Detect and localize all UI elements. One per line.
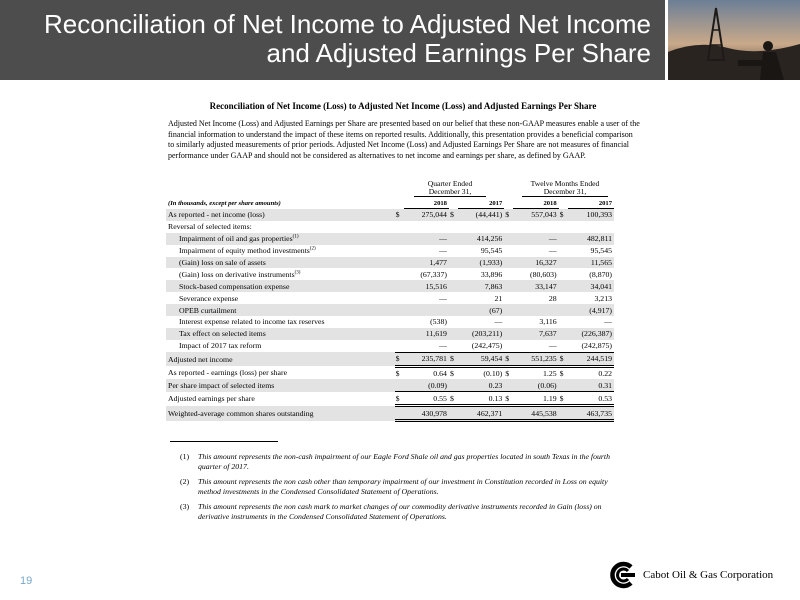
currency-symbol: $: [395, 352, 404, 366]
row-label: Reversal of selected items:: [168, 222, 252, 232]
cell-value: 33,896: [480, 269, 503, 279]
row-label: Interest expense related to income tax reserves: [179, 317, 325, 327]
currency-symbol: $: [449, 352, 458, 366]
cell-value: (242,475): [458, 340, 504, 352]
quarter-ended-line2: December 31,: [414, 188, 486, 197]
cell-value: 1,477: [404, 257, 449, 269]
table-row: [166, 366, 614, 379]
row-label: As reported - earnings (loss) per share: [168, 368, 288, 378]
table-row: [166, 392, 614, 406]
table-row: [166, 268, 614, 280]
cell-value: —: [513, 340, 558, 352]
currency-symbol: $: [504, 352, 513, 366]
footnote: [180, 502, 610, 522]
cell-value: [513, 304, 558, 316]
footnote-number: (1): [180, 452, 190, 461]
cell-value: (67,337): [420, 269, 447, 279]
cell-value: —: [439, 246, 447, 256]
row-label: Adjusted net income: [166, 352, 395, 366]
row-label: Per share impact of selected items: [166, 379, 395, 391]
table-row: [166, 257, 614, 269]
cell-value: 59,454: [458, 352, 504, 366]
footnote-text: This amount represents the non cash mark to market changes of our commodity derivative instruments recorded in Gain (loss) on derivative instruments in the Condensed Consolidated Statement of Operations.: [198, 502, 602, 521]
cell-value: 7,637: [513, 328, 558, 340]
cell-value: 95,545: [590, 246, 612, 256]
cell-value: —: [604, 317, 612, 327]
table-row: [166, 292, 614, 304]
footnotes: [180, 452, 610, 527]
cell-value: 28: [548, 293, 557, 303]
footnote: [180, 452, 610, 472]
cell-value: —: [439, 293, 447, 303]
twelve-months-header: [522, 180, 608, 197]
cell-value: 0.22: [598, 369, 612, 379]
cell-value: 34,041: [568, 280, 614, 292]
table-row: [166, 316, 614, 328]
footnote-text: This amount represents the non-cash impairment of our Eagle Ford Shale oil and gas properties located in south Texas in the fourth quarter of 2017.: [198, 452, 610, 471]
row-label: Adjusted earnings per share: [168, 394, 255, 404]
cell-value: 0.55: [404, 392, 449, 406]
cell-value: (67): [458, 304, 504, 316]
cell-value: (0.09): [404, 379, 449, 391]
slide-title-line2: and Adjusted Earnings Per Share: [266, 38, 651, 68]
row-label: [166, 233, 395, 245]
cell-value: 557,043: [513, 209, 558, 221]
quarter-ended-line1: Quarter Ended: [427, 179, 473, 188]
cell-value: 235,781: [404, 352, 449, 366]
table-row: [166, 304, 614, 316]
row-label: Severance expense: [179, 293, 239, 303]
cell-value: 11,619: [404, 328, 449, 340]
table-header-row: [166, 199, 614, 209]
cell-value: 430,978: [404, 406, 449, 421]
table-row: [166, 379, 614, 391]
quarter-ended-header: [414, 180, 486, 197]
currency-symbol: $: [559, 369, 564, 379]
cell-value: (1,933): [458, 257, 504, 269]
cell-value: 3,213: [594, 293, 612, 303]
cell-value: 0.23: [458, 379, 504, 391]
row-label: As reported - net income (loss): [166, 209, 395, 221]
cell-value: 15,516: [404, 280, 449, 292]
cell-value: 0.53: [568, 392, 614, 406]
row-label: (Gain) loss on sale of assets: [166, 257, 395, 269]
intro-paragraph: Adjusted Net Income (Loss) and Adjusted Earnings per Share are presented based on our belief that these non-GAAP measures enable a user of the financial information to understand the impact of these items on reported results. Additionally, this presentation provides a beneficial comparison to similarly adjusted measurements of prior periods. Adjusted Net Income (Loss) and Adjusted Earnings Per Share are not measures of financial performance under GAAP and should not be considered as alternatives to net income and earnings per share, as defined by GAAP.: [168, 119, 640, 160]
cell-value: 445,538: [513, 406, 558, 421]
oil-rig-photo: [668, 0, 800, 80]
year-header: 2018: [513, 199, 558, 209]
cell-value: (4,917): [568, 304, 614, 316]
page-number: 19: [20, 575, 33, 587]
year-header: 2017: [458, 199, 504, 209]
table-row: [166, 406, 614, 421]
cell-value: 0.64: [433, 369, 447, 379]
row-label-text: (Gain) loss on derivative instruments: [179, 269, 295, 279]
cell-value: (226,387): [568, 328, 614, 340]
cell-value: 462,371: [458, 406, 504, 421]
cell-value: (80,603): [530, 269, 557, 279]
cell-value: 1.19: [513, 392, 558, 406]
cell-value: 7,863: [458, 280, 504, 292]
table-row: [166, 245, 614, 257]
cell-value: (0.10): [483, 369, 503, 379]
footnote-ref: (3): [294, 270, 301, 276]
footnote-text: This amount represents the non cash other than temporary impairment of our investment in Constitution recorded in Loss on equity method investments in the Condensed Consolidated Statement of Operations.: [198, 477, 608, 496]
currency-symbol: $: [395, 209, 404, 221]
row-label-text: Impairment of oil and gas properties: [179, 234, 293, 244]
table-row: [166, 221, 614, 233]
cell-value: 414,256: [458, 233, 504, 245]
table-row: [166, 328, 614, 340]
reconciliation-table: [166, 199, 614, 422]
year-header: 2017: [568, 199, 614, 209]
cell-value: 3,116: [539, 317, 557, 327]
currency-symbol: $: [504, 392, 513, 406]
currency-symbol: $: [449, 392, 458, 406]
currency-symbol: $: [449, 369, 454, 379]
currency-symbol: $: [504, 209, 513, 221]
footnote-divider: [170, 441, 278, 442]
cell-value: 275,044: [404, 209, 449, 221]
currency-symbol: $: [559, 352, 568, 366]
row-label: Tax effect on selected items: [166, 328, 395, 340]
document-title: Reconciliation of Net Income (Loss) to Adjusted Net Income (Loss) and Adjusted Earnings Per Share: [209, 101, 597, 111]
row-label: Impact of 2017 tax reform: [179, 341, 262, 351]
table-row: [166, 233, 614, 245]
currency-symbol: $: [395, 369, 400, 379]
cell-value: (0.06): [513, 379, 558, 391]
slide-title-line1: Reconciliation of Net Income to Adjusted Net Income: [44, 9, 651, 39]
currency-symbol: $: [559, 392, 568, 406]
table-row: [166, 352, 614, 366]
cell-value: (8,870): [589, 269, 612, 279]
row-label: OPEB curtailment: [166, 304, 395, 316]
cell-value: (538): [430, 317, 447, 327]
cell-value: [404, 304, 449, 316]
units-label: (In thousands, except per share amounts): [168, 200, 281, 208]
slide-title: [44, 10, 651, 68]
footnote-number: (3): [180, 502, 190, 511]
cell-value: (44,441): [458, 209, 504, 221]
cell-value: —: [494, 317, 503, 327]
footnote-ref: (1): [292, 234, 299, 240]
cell-value: (242,875): [568, 340, 614, 352]
table-row: [166, 340, 614, 352]
cell-value: —: [513, 233, 558, 245]
currency-symbol: $: [505, 369, 510, 379]
cell-value: 0.31: [568, 379, 614, 391]
row-label: [166, 245, 395, 257]
table-row: [166, 209, 614, 221]
cell-value: —: [548, 246, 557, 256]
cell-value: 33,147: [513, 280, 558, 292]
cell-value: 11,565: [568, 257, 614, 269]
currency-symbol: $: [559, 209, 568, 221]
cell-value: —: [404, 233, 449, 245]
cell-value: 244,519: [568, 352, 614, 366]
table-row: [166, 280, 614, 292]
cell-value: 100,393: [568, 209, 614, 221]
cell-value: (203,211): [458, 328, 504, 340]
cell-value: 95,545: [480, 246, 503, 256]
row-label: Weighted-average common shares outstanding: [166, 406, 395, 421]
company-name: Cabot Oil & Gas Corporation: [643, 569, 774, 581]
row-label-text: Impairment of equity method investments: [179, 246, 310, 256]
row-label: [166, 268, 395, 280]
cell-value: 1.25: [542, 369, 557, 379]
cell-value: 16,327: [513, 257, 558, 269]
currency-symbol: $: [449, 209, 458, 221]
cell-value: 551,235: [513, 352, 558, 366]
row-label: Stock-based compensation expense: [166, 280, 395, 292]
twelve-months-line2: December 31,: [522, 188, 608, 197]
footnote: [180, 477, 610, 497]
cell-value: 21: [494, 293, 503, 303]
header-bar: [0, 0, 665, 80]
year-header: 2018: [404, 199, 449, 209]
cell-value: 0.13: [458, 392, 504, 406]
currency-symbol: $: [395, 392, 404, 406]
footnote-number: (2): [180, 477, 190, 486]
cell-value: 463,735: [568, 406, 614, 421]
cell-value: —: [404, 340, 449, 352]
footnote-ref: (2): [309, 246, 316, 252]
twelve-months-line1: Twelve Months Ended: [530, 179, 600, 188]
cabot-logo-icon: [608, 561, 636, 589]
cell-value: 482,811: [568, 233, 614, 245]
